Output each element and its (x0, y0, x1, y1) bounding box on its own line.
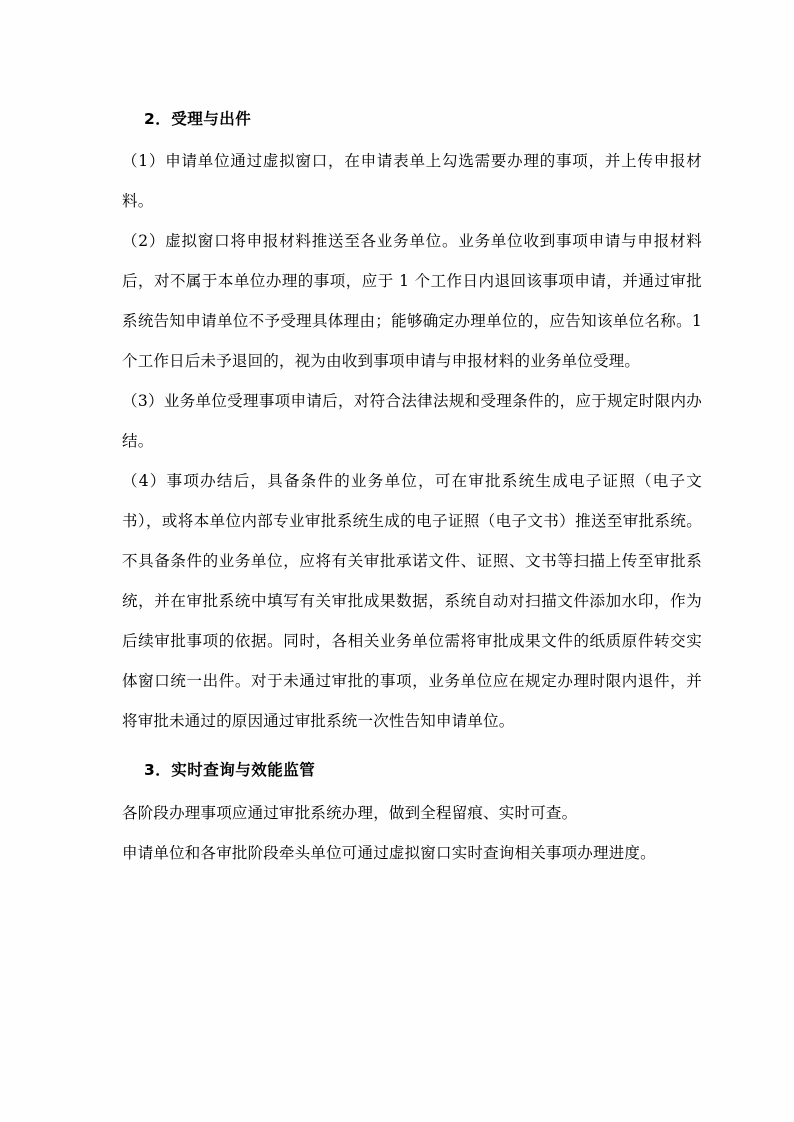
paragraph-3-2: 申请单位和各审批阶段牵头单位可通过虚拟窗口实时查询相关事项办理进度。 (122, 843, 656, 862)
paragraph-2-1: （1）申请单位通过虚拟窗口，在申请表单上勾选需要办理的事项，并上传申报材料。 (122, 152, 702, 211)
section-heading-3: 3．实时查询与效能监管 (144, 761, 316, 780)
document-body (122, 108, 702, 873)
section-heading-2: 2．受理与出件 (144, 110, 252, 128)
paragraph-2-3: （3）业务单位受理事项申请后，对符合法律法规和受理条件的，应于规定时限内办结。 (122, 392, 702, 451)
paragraph-3-1: 各阶段办理事项应通过审批系统办理，做到全程留痕、实时可查。 (122, 803, 578, 822)
paragraph-2-2: （2）虚拟窗口将申报材料推送至各业务单位。业务单位收到事项申请与申报材料后，对不属于本单位办理的事项，应于 1 个工作日内退回该事项申请，并通过审批系统告知申请单位不予受理具体理由；能够确定办理单位的，应告知该单位名称。1 个工作日后未予退回的，视为由收到事项申请与申报材料的业务单位受理。 (122, 232, 702, 371)
paragraph-2-4: （4）事项办结后，具备条件的业务单位，可在审批系统生成电子证照（电子文书），或将本单位内部专业审批系统生成的电子证照（电子文书）推送至审批系统。不具备条件的业务单位，应将有关审批承诺文件、证照、文书等扫描上传至审批系统，并在审批系统中填写有关审批成果数据，系统自动对扫描文件添加水印，作为后续审批事项的依据。同时，各相关业务单位需将审批成果文件的纸质原件转交实体窗口统一出件。对于未通过审批的事项，业务单位应在规定办理时限内退件，并将审批未通过的原因通过审批系统一次性告知申请单位。 (122, 472, 702, 731)
